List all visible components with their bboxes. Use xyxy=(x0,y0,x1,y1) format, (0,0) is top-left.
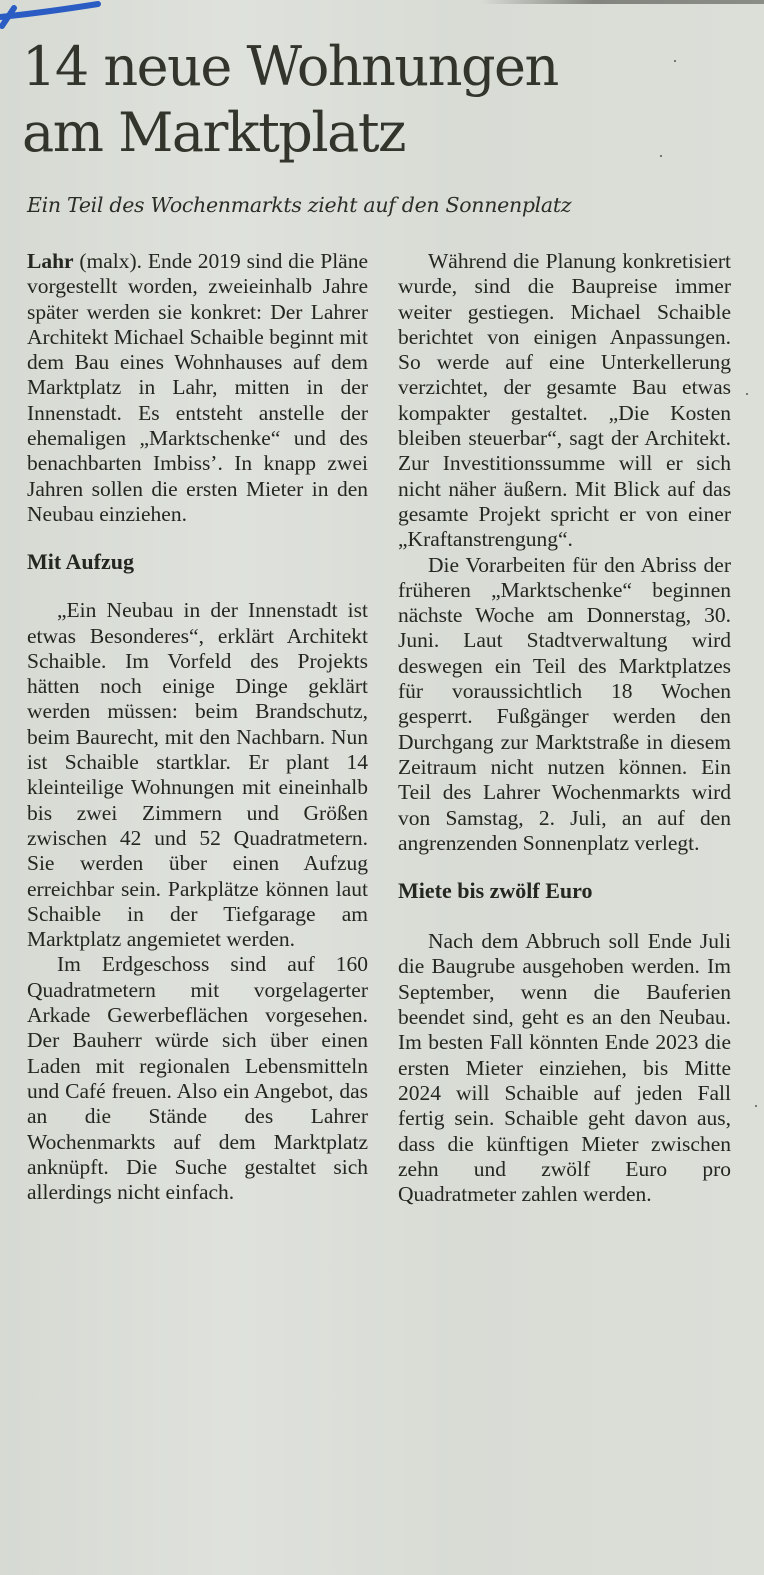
scan-speck xyxy=(660,155,662,157)
article-headline xyxy=(22,34,742,166)
right-column xyxy=(398,249,731,1207)
headline-line-1: 14 neue Wohnungen xyxy=(22,35,558,98)
paragraph-rent: Nach dem Abbruch soll Ende Juli die Baugrube ausgehoben werden. Im September, wenn die Bauferien beendet sind, geht es an den Neubau. Im besten Fall könnten Ende 2023 die ersten Mieter einziehen, bis Mitte 2024 will Schaible auf jeden Fall fertig sein. Schaible geht davon aus, dass die künftigen Mieter zwischen zehn und zwölf Euro pro Quadratmeter zahlen werden. xyxy=(398,929,731,1207)
intro-text: (malx). Ende 2019 sind die Pläne vorgestellt worden, zweieinhalb Jahre später werden sie konkret: Der Lahrer Architekt Michael Schaible beginnt mit dem Bau eines Wohnhauses auf dem Marktplatz in Lahr, mitten in der Innenstadt. Es entsteht anstelle der ehemaligen „Marktschenke“ und des benachbarten Imbiss’. In knapp zwei Jahren sollen die ersten Mieter in den Neubau einziehen. xyxy=(27,249,368,526)
paragraph-construction-costs: Während die Planung konkretisiert wurde, sind die Baupreise immer weiter gestiegen. Michael Schaible berichtet von einigen Anpassungen. So werde auf eine Unterkellerung verzichtet, der gesamte Bau etwas kompakter gestaltet. „Die Kosten bleiben steuerbar“, sagt der Architekt. Zur Investitionssumme will er sich nicht näher äußern. Mit Blick auf das gesamte Projekt spricht er von einer „Kraftanstrengung“. xyxy=(398,249,731,552)
scan-edge-shadow xyxy=(480,0,764,4)
blue-pen-mark-icon xyxy=(0,0,110,30)
paragraph-elevator: „Ein Neubau in der Innenstadt ist etwas Besonderes“, erklärt Architekt Schaible. Im Vorfeld des Projekts hätten noch einige Dinge geklärt werden müssen: beim Brandschutz, beim Baurecht, mit den Nachbarn. Nun ist Schaible startklar. Er plant 14 kleinteilige Wohnungen mit eineinhalb bis zwei Zimmern und Größen zwischen 42 und 52 Quadratmetern. Sie werden über einen Aufzug erreichbar sein. Parkplätze können laut Schaible in der Tiefgarage am Marktplatz angemietet werden. xyxy=(27,598,368,952)
subheading-miete: Miete bis zwölf Euro xyxy=(398,878,593,904)
left-column xyxy=(27,249,368,1205)
article-subheadline: Ein Teil des Wochenmarkts zieht auf den Sonnenplatz xyxy=(27,193,572,217)
headline-line-2: am Marktplatz xyxy=(22,101,405,164)
scan-speck xyxy=(755,1105,757,1107)
subheading-mit-aufzug: Mit Aufzug xyxy=(27,549,134,575)
dateline: Lahr xyxy=(27,249,74,273)
intro-paragraph xyxy=(27,249,368,527)
paragraph-ground-floor: Im Erdgeschoss sind auf 160 Quadratmetern mit vorgelagerter Arkade Gewerbeflächen vorgesehen. Der Bauherr würde sich über einen Laden mit regionalen Lebensmitteln und Café freuen. Also ein Angebot, das an die Stände des Lahrer Wochenmarkts auf dem Marktplatz anknüpft. Die Suche gestaltet sich allerdings nicht einfach. xyxy=(27,952,368,1205)
scan-speck xyxy=(674,60,676,62)
scan-speck xyxy=(746,393,748,395)
paragraph-demolition: Die Vorarbeiten für den Abriss der früheren „Marktschenke“ beginnen nächste Woche am Donnerstag, 30. Juni. Laut Stadtverwaltung wird deswegen ein Teil des Marktplatzes für voraussichtlich 18 Wochen gesperrt. Fußgänger werden den Durchgang zur Marktstraße in diesem Zeitraum nicht nutzen können. Ein Teil des Lahrer Wochenmarkts wird von Samstag, 2. Juli, an auf den angrenzenden Sonnenplatz verlegt. xyxy=(398,552,731,855)
